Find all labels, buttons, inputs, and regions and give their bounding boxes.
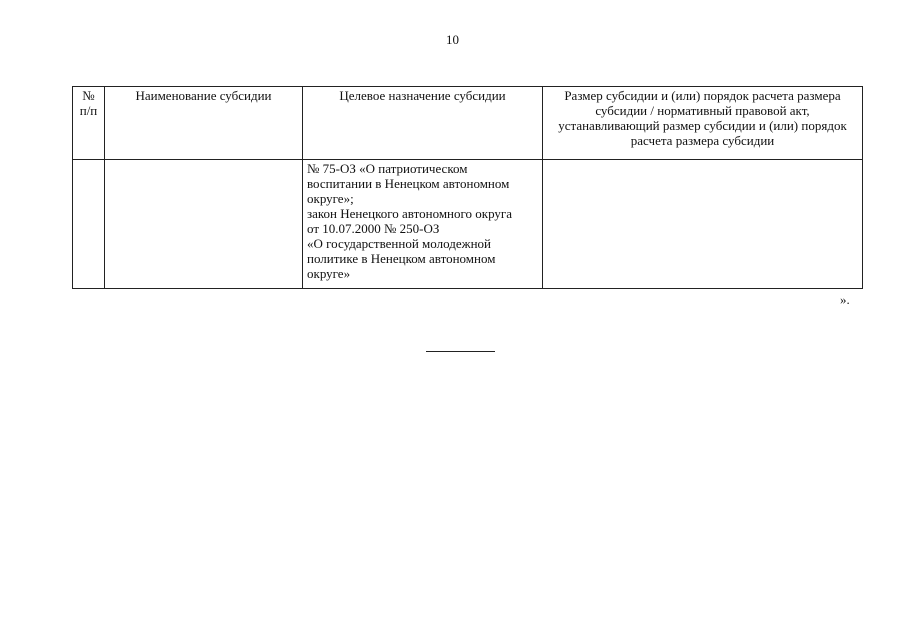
table-header xyxy=(73,87,863,160)
table-body xyxy=(73,160,863,289)
table-row xyxy=(73,160,863,289)
header-row xyxy=(73,87,863,160)
page-number: 10 xyxy=(446,32,459,47)
header-number: № п/п xyxy=(73,87,105,160)
cell-subsidy-name xyxy=(105,160,303,289)
end-divider xyxy=(426,351,495,352)
subsidy-table xyxy=(72,86,863,289)
header-subsidy-name: Наименование субсидии xyxy=(105,87,303,160)
cell-subsidy-amount xyxy=(543,160,863,289)
closing-quote: ». xyxy=(840,292,850,307)
cell-number xyxy=(73,160,105,289)
cell-subsidy-purpose: № 75-ОЗ «О патриотическом воспитании в Ненецком автономном округе»; закон Ненецкого автономного округа от 10.07.2000 № 250-ОЗ «О государственной молодежной политике в Ненецком автономном округе» xyxy=(303,160,543,289)
header-subsidy-amount: Размер субсидии и (или) порядок расчета размера субсидии / нормативный правовой акт, устанавливающий размер субсидии и (или) порядок расчета размера субсидии xyxy=(543,87,863,160)
header-subsidy-purpose: Целевое назначение субсидии xyxy=(303,87,543,160)
